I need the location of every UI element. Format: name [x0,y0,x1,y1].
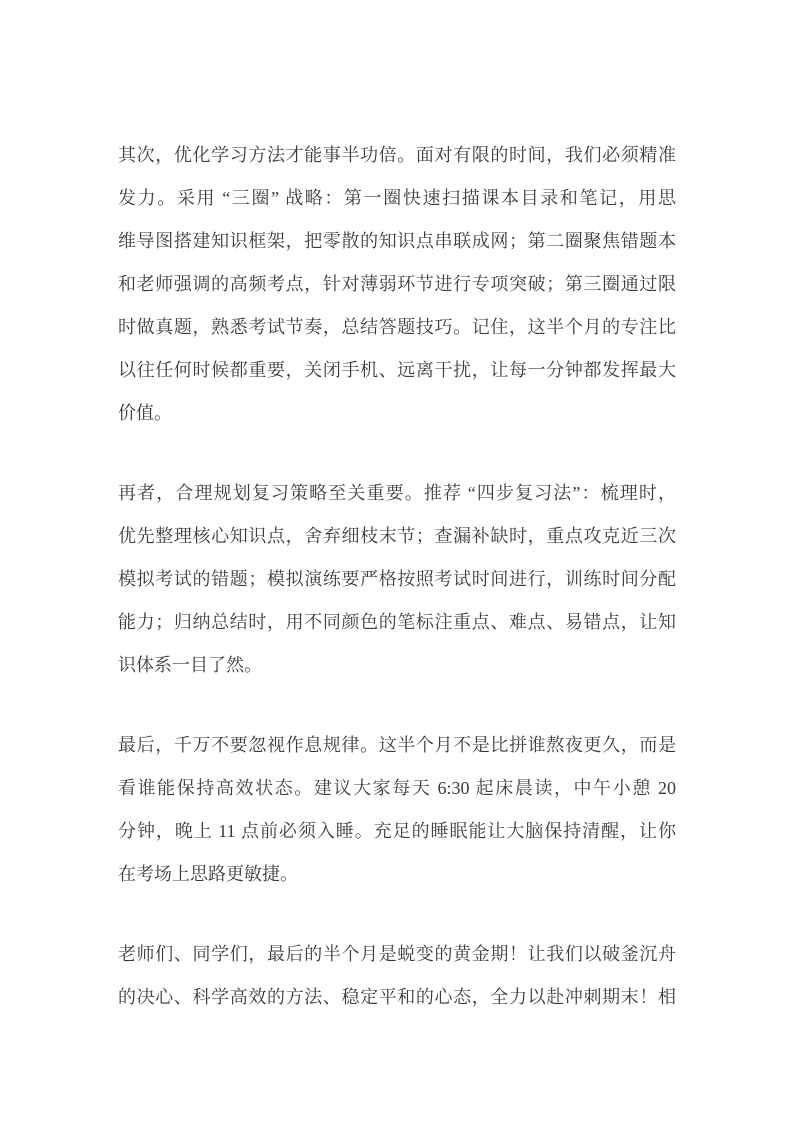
text-line: 和老师强调的高频考点，针对薄弱环节进行专项突破；第三圈通过限 [118,274,676,294]
document-body [118,134,676,1056]
paragraph-study-methods [118,134,676,435]
text-line: 发力。采用 “三圈” 战略：第一圈快速扫描课本目录和笔记，用思 [118,188,676,208]
text-line: 能力；归纳总结时，用不同颜色的笔标注重点、难点、易错点，让知 [118,612,676,632]
text-line: 价值。 [118,403,172,423]
text-line: 再者，合理规划复习策略至关重要。推荐 “四步复习法”：梳理时， [118,483,676,503]
text-line: 维导图搭建知识框架，把零散的知识点串联成网；第二圈聚焦错题本 [118,231,676,251]
text-line: 老师们、同学们，最后的半个月是蜕变的黄金期！让我们以破釜沉舟 [118,944,676,964]
text-line: 时做真题，熟悉考试节奏，总结答题技巧。记住，这半个月的专注比 [118,317,676,337]
text-line: 其次，优化学习方法才能事半功倍。面对有限的时间，我们必须精准 [118,145,676,165]
paragraph-closing-rally [118,933,676,1019]
paragraph-rest-schedule [118,724,676,896]
text-line: 最后，千万不要忽视作息规律。这半个月不是比拼谁熬夜更久，而是 [118,735,676,755]
text-line: 以往任何时候都重要，关闭手机、远离干扰，让每一分钟都发挥最大 [118,360,676,380]
text-line: 优先整理核心知识点，舍弃细枝末节；查漏补缺时，重点攻克近三次 [118,526,676,546]
text-line: 的决心、科学高效的方法、稳定平和的心态，全力以赴冲刺期末！相 [118,987,676,1007]
paragraph-review-plan [118,472,676,687]
text-line: 模拟考试的错题；模拟演练要严格按照考试时间进行，训练时间分配 [118,569,676,589]
text-line: 识体系一目了然。 [118,655,262,675]
text-line: 在考场上思路更敏捷。 [118,864,298,884]
text-line: 看谁能保持高效状态。建议大家每天 6:30 起床晨读，中午小憩 20 [118,778,676,798]
text-line: 分钟，晚上 11 点前必须入睡。充足的睡眠能让大脑保持清醒，让你 [118,821,676,841]
